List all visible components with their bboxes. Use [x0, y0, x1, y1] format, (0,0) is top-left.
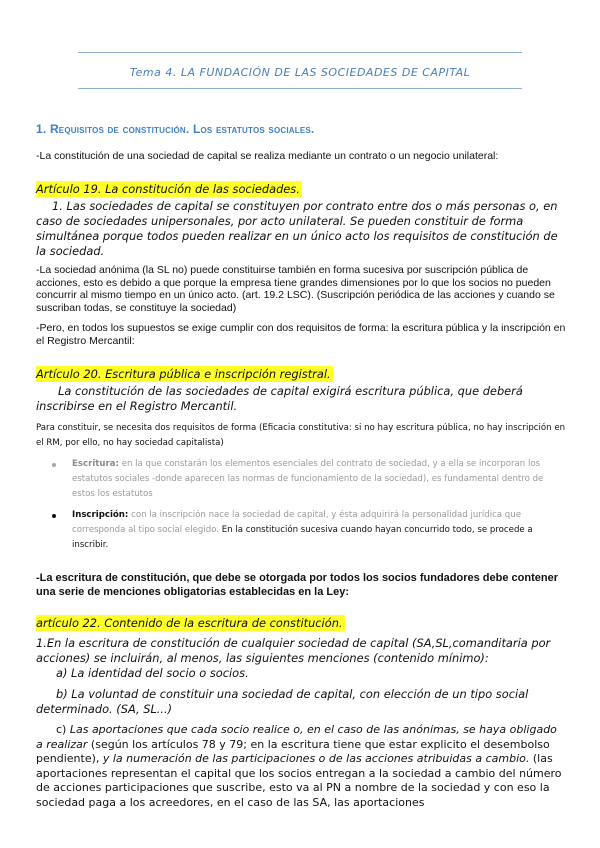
bullet-escritura-label: Escritura: [72, 459, 119, 469]
art19-heading: Artículo 19. La constitución de las sociedades. [36, 182, 300, 196]
bullet-inscripcion-label: Inscripción: [72, 510, 129, 520]
art22-item-c-italic-1: Las aportaciones que cada socio realice o, en el caso de las anónimas, se haya obligado a realizar [36, 723, 557, 751]
art20-note: Para constituir, se necesita dos requisitos de forma (Eficacia constitutiva: si no hay escritura pública, no hay inscripción en el RM, por ello, no hay sociedad capitalista) [36, 423, 566, 448]
art20-heading-line [36, 363, 566, 382]
header-bottom-rule [78, 88, 522, 89]
art22-item-c [36, 723, 566, 810]
art20-heading: Artículo 20. Escritura pública e inscripción registral. [36, 367, 331, 381]
art22-intro: 1.En la escritura de constitución de cualquier sociedad de capital (SA,SL,comanditaria por acciones) se incluirán, al menos, las siguientes menciones (contenido mínimo): [36, 636, 551, 665]
art22-heading: artículo 22. Contenido de la escritura de constitución. [36, 616, 343, 630]
bullet-inscripcion-extra: En la constitución sucesiva cuando hayan concurrido todo, se procede a inscribir. [72, 525, 533, 550]
art19-heading-line [36, 178, 566, 197]
header-title: Tema 4. LA FUNDACIÓN DE LAS SOCIEDADES DE CAPITAL [129, 66, 471, 79]
art22-item-b: b) La voluntad de constituir una sociedad de capital, con elección de un tipo social determinado. (SA, SL...) [36, 687, 529, 716]
section-heading: 1. Requisitos de constitución. Los estatutos sociales. [36, 122, 315, 136]
bullet-dot [52, 463, 56, 467]
art22-heading-line [36, 612, 566, 631]
bullet-inscripcion-text [72, 508, 562, 553]
bullet-escritura-body: en la que constarán los elementos esenciales del contrato de sociedad, y a ella se incorporan los estatutos sociales -donde aparecen las normas de funcionamiento de la sociedad), es fundamental dentro de estos los estatutos [72, 459, 544, 499]
art22-item-c-italic-2: y la numeración de las participaciones o de las acciones atribuidas a cambio. [99, 752, 530, 765]
bullet-escritura-text [72, 457, 562, 502]
art19-text: 1. Las sociedades de capital se constituyen por contrato entre dos o más personas o, en caso de sociedades unipersonales, por acto unilateral. Se pueden constituir de forma simultánea porque todos pueden realizar en un único acto los requisitos de constitución de la sociedad. [36, 199, 558, 258]
art20-text: La constitución de las sociedades de capital exigirá escritura pública, que deberá inscribirse en el Registro Mercantil. [36, 384, 523, 413]
escritura-note: -La escritura de constitución, que debe se otorgada por todos los socios fundadores debe contener una serie de menciones obligatorias establecidas en la Ley: [36, 572, 558, 598]
intro-paragraph: -La constitución de una sociedad de capital se realiza mediante un contrato o un negocio unilateral: [36, 150, 499, 162]
art22-item-a: a) La identidad del socio o socios. [56, 666, 249, 680]
header-top-rule [78, 52, 522, 53]
art22-item-c-normal-1: (según los artículos 78 y 79; en la escritura tiene que estar explicito el desembolso pendiente), [36, 737, 550, 765]
bullet-dot [52, 514, 56, 518]
art19-note-1: -La sociedad anónima (la SL no) puede constituirse también en forma sucesiva por suscripción pública de acciones, esto es debido a que porque la empresa tiene grandes dimensiones por lo que los socios no pueden concurrir al mismo tiempo en un único acto. (art. 19.2 LSC). (Suscripción periódica de las acciones y cuando se suscriban todas, se constituye la sociedad) [36, 264, 555, 314]
art22-item-c-normal-2: (las aportaciones representan el capital que los socios entregan a la sociedad a cambio del número de acciones participaciones que suscribe, esto va al PN a nombre de la sociedad y con eso la sociedad paga a los acreedores, en el caso de las SA, las aportaciones [36, 752, 562, 809]
bullet-inscripcion-body: con la inscripción nace la sociedad de capital, y ésta adquirirá la personalidad jurídica que corresponda al tipo social elegido. [72, 510, 521, 535]
art22-item-c-label: c) [56, 723, 67, 736]
art19-note-2: -Pero, en todos los supuestos se exige cumplir con dos requisitos de forma: la escritura pública y la inscripción en el Registro Mercantil: [36, 322, 566, 347]
